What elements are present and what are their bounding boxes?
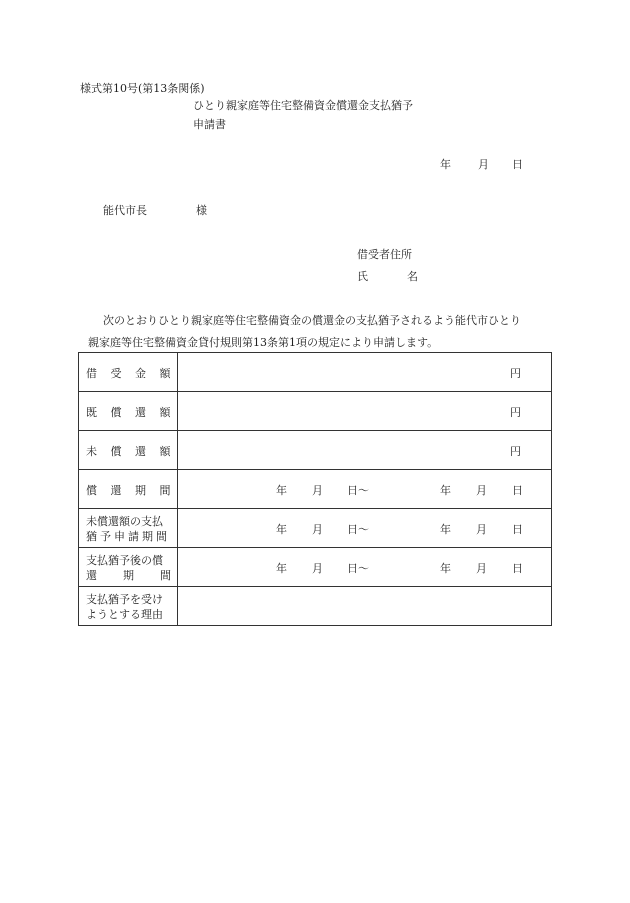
period-start-day: 日～ [347, 562, 369, 575]
label-char: 償 [110, 406, 122, 419]
label-post-deferment-period [86, 553, 171, 583]
label-deferment-request-period [86, 514, 167, 544]
period-end-month: 月 [476, 523, 487, 536]
date-year-label: 年 [440, 158, 451, 171]
applicant-name-label-2: 名 [407, 270, 418, 283]
table-row [79, 353, 552, 392]
yen-unit: 円 [510, 406, 521, 419]
body-text-line2: 親家庭等住宅整備資金貸付規則第13条第1項の規定により申請します。 [88, 336, 439, 349]
label-char: 還 [135, 406, 146, 419]
label-loan-amount [86, 365, 171, 381]
repaid-amount-field[interactable] [178, 392, 552, 431]
period-end-year: 年 [440, 484, 451, 497]
period-start-year: 年 [276, 484, 287, 497]
label-cell [79, 548, 178, 587]
label-unpaid-amount [86, 443, 171, 459]
body-text-line1: 次のとおりひとり親家庭等住宅整備資金の償還金の支払猶予されるよう能代市ひとり [103, 314, 521, 327]
deferment-request-period-field[interactable] [178, 509, 552, 548]
label-char: 既 [86, 406, 97, 419]
label-char: 額 [159, 445, 171, 458]
label-line [86, 529, 167, 544]
form-title: ひとり親家庭等住宅整備資金償還金支払猶予 [193, 99, 413, 112]
label-cell [79, 587, 178, 626]
label-deferment-reason [86, 592, 163, 622]
yen-unit: 円 [510, 445, 521, 458]
label-char: 未 [86, 445, 97, 458]
label-char: 償 [86, 484, 97, 497]
label-cell [79, 509, 178, 548]
period-end-day: 日 [512, 484, 523, 497]
label-char: 予 [100, 530, 111, 543]
label-char: 額 [159, 406, 171, 419]
period-end-year: 年 [440, 562, 451, 575]
label-cell [79, 470, 178, 509]
period-start-month: 月 [312, 562, 323, 575]
addressee-name: 能代市長 [103, 204, 147, 217]
period-end-year: 年 [440, 523, 451, 536]
label-cell [79, 392, 178, 431]
form-number: 様式第10号(第13条関係) [80, 82, 205, 95]
date-month-label: 月 [478, 158, 489, 171]
loan-amount-field[interactable] [178, 353, 552, 392]
label-char: 還 [135, 445, 146, 458]
label-char: 借 [86, 367, 97, 380]
table-row [79, 470, 552, 509]
period-start-day: 日～ [347, 484, 369, 497]
period-end-day: 日 [512, 523, 523, 536]
period-start-year: 年 [276, 523, 287, 536]
period-start-day: 日～ [347, 523, 369, 536]
label-repayment-period [86, 482, 171, 498]
table-row [79, 587, 552, 626]
addressee-honorific: 様 [196, 204, 207, 217]
label-repaid-amount [86, 404, 171, 420]
form-title-line2: 申請書 [193, 118, 226, 131]
label-char: 期 [142, 530, 153, 543]
yen-unit: 円 [510, 367, 521, 380]
label-line [86, 568, 171, 583]
label-char: 額 [159, 367, 171, 380]
applicant-address-label: 借受者住所 [357, 248, 412, 261]
label-char: 申 [114, 530, 125, 543]
post-deferment-period-field[interactable] [178, 548, 552, 587]
label-line: ようとする理由 [86, 608, 163, 621]
label-cell [79, 431, 178, 470]
label-cell [79, 353, 178, 392]
label-char: 受 [110, 367, 122, 380]
repayment-period-field[interactable] [178, 470, 552, 509]
table-row [79, 509, 552, 548]
application-table [78, 352, 552, 626]
label-char: 間 [160, 569, 171, 582]
label-char: 間 [156, 530, 167, 543]
label-char: 猶 [86, 530, 97, 543]
period-start-year: 年 [276, 562, 287, 575]
deferment-reason-field[interactable] [178, 587, 552, 626]
table-row [79, 392, 552, 431]
label-char: 期 [135, 484, 146, 497]
period-start-month: 月 [312, 484, 323, 497]
period-end-month: 月 [476, 562, 487, 575]
label-line: 未償還額の支払 [86, 515, 163, 528]
label-line: 支払猶予を受け [86, 593, 163, 606]
label-char: 間 [159, 484, 171, 497]
label-line: 支払猶予後の償 [86, 554, 163, 567]
period-start-month: 月 [312, 523, 323, 536]
table-row [79, 548, 552, 587]
label-char: 金 [135, 367, 146, 380]
date-day-label: 日 [512, 158, 523, 171]
period-end-day: 日 [512, 562, 523, 575]
period-end-month: 月 [476, 484, 487, 497]
label-char: 期 [123, 569, 134, 582]
label-char: 償 [110, 445, 122, 458]
table-row [79, 431, 552, 470]
label-char: 還 [110, 484, 122, 497]
unpaid-amount-field[interactable] [178, 431, 552, 470]
label-char: 還 [86, 569, 97, 582]
label-char: 請 [128, 530, 139, 543]
applicant-name-label-1: 氏 [357, 270, 368, 283]
